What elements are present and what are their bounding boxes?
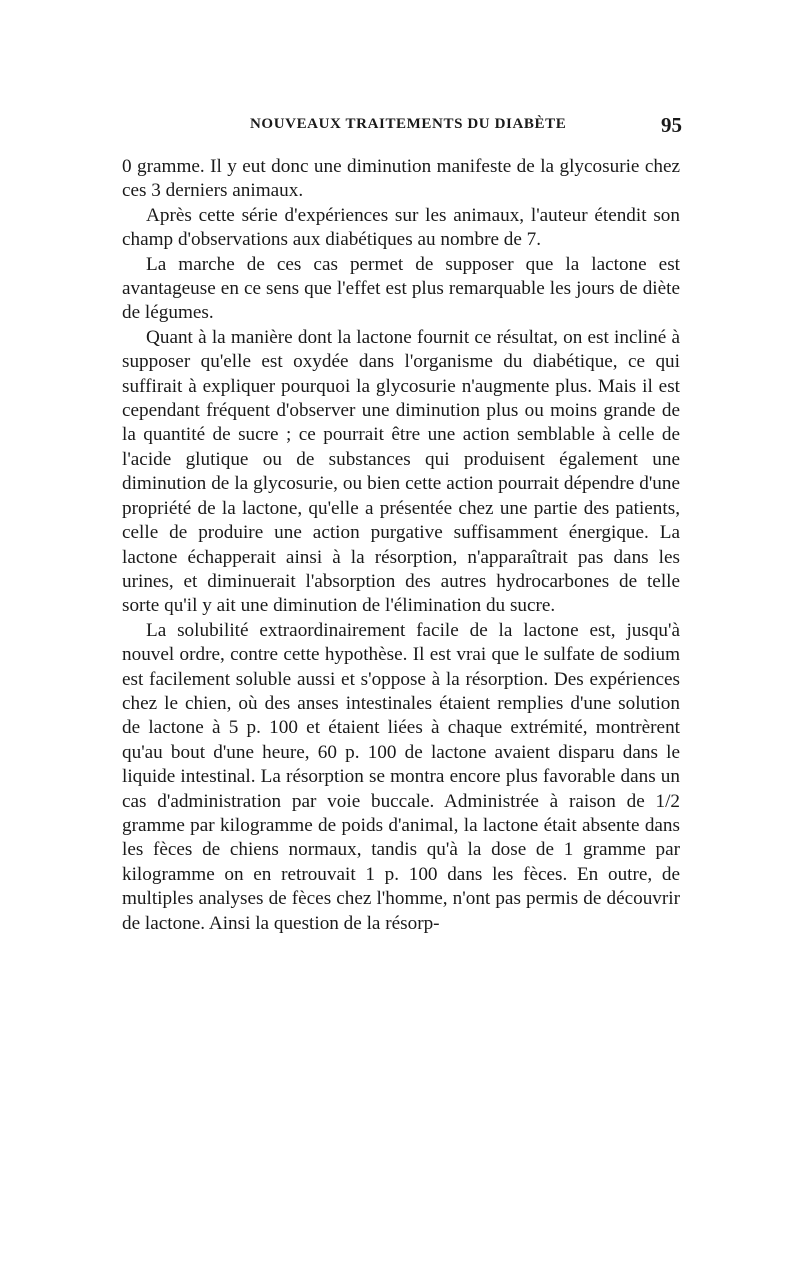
paragraph: Quant à la manière dont la lactone fournit ce résultat, on est incliné à supposer qu'elle est oxydée dans l'organisme du diabétique, ce qui suffirait à expliquer pourquoi la glycosurie n'augmente plus. Mais il est cependant fréquent d'observer une diminution plus ou moins grande de la quantité de sucre ; ce pourrait être une action semblable à celle de l'acide glutique ou de substances qui produisent également une diminution de la glycosurie, ou bien cette action pourrait dépendre d'une propriété de la lactone, qu'elle a présentée chez une partie des patients, celle de produire une action purgative suffisamment énergique. La lactone échapperait ainsi à la résorption, n'apparaîtrait pas dans les urines, et diminuerait l'absorption des autres hydrocarbones de telle sorte qu'il y ait une diminution de l'élimination du sucre.: [122, 326, 680, 617]
paragraph: 0 gramme. Il y eut donc une diminution manifeste de la glycosurie chez ces 3 derniers animaux.: [122, 156, 680, 202]
running-title: NOUVEAUX TRAITEMENTS DU DIABÈTE: [250, 116, 567, 132]
body-text: [122, 155, 680, 936]
paragraph: La solubilité extraordinairement facile de la lactone est, jusqu'à nouvel ordre, contre cette hypothèse. Il est vrai que le sulfate de sodium est facilement soluble aussi et s'oppose à la résorption. Des expériences chez le chien, où des anses intestinales étaient remplies d'une solution de lactone à 5 p. 100 et étaient liées à chaque extrémité, montrèrent qu'au bout d'une heure, 60 p. 100 de lactone avaient disparu dans le liquide intestinal. La résorption se montra encore plus favorable dans un cas d'administration par voie buccale. Administrée à raison de 1/2 gramme par kilogramme de poids d'animal, la lactone était absente dans les fèces de chiens normaux, tandis qu'à la dose de 1 gramme par kilogramme on en retrouvait 1 p. 100 dans les fèces. En outre, de multiples analyses de fèces chez l'homme, n'ont pas permis de découvrir de lactone. Ainsi la question de la résorp-: [122, 619, 680, 934]
page-number: 95: [661, 113, 682, 137]
paragraph: La marche de ces cas permet de supposer que la lactone est avantageuse en ce sens que l'effet est plus remarquable les jours de diète de légumes.: [122, 253, 680, 324]
running-head: [122, 113, 682, 140]
paragraph: Après cette série d'expériences sur les animaux, l'auteur étendit son champ d'observations aux diabétiques au nombre de 7.: [122, 204, 680, 251]
